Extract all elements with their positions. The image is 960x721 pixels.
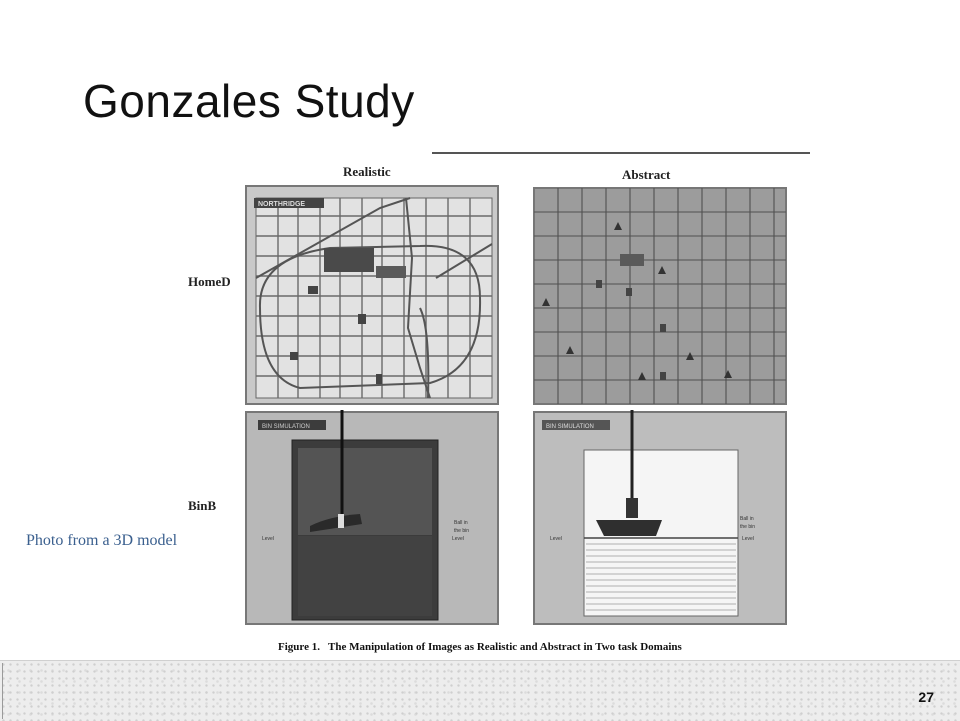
svg-text:Level: Level bbox=[550, 536, 562, 542]
column-label-abstract: Abstract bbox=[622, 167, 671, 182]
figure-caption: Figure 1. The Manipulation of Images as Realistic and Abstract in Two task Domains bbox=[278, 641, 682, 653]
svg-text:Ball in: Ball in bbox=[454, 520, 468, 526]
abstract-bin-panel bbox=[534, 410, 786, 624]
photo-caption: Photo from a 3D model bbox=[26, 532, 178, 549]
svg-text:Level: Level bbox=[452, 536, 464, 542]
row-label-bin: BinB bbox=[188, 498, 217, 513]
page-number: 27 bbox=[918, 689, 934, 705]
figure-image bbox=[180, 148, 830, 658]
svg-text:Level: Level bbox=[742, 536, 754, 542]
svg-text:the bin: the bin bbox=[454, 528, 470, 534]
svg-text:the bin: the bin bbox=[740, 524, 756, 530]
realistic-map-panel bbox=[246, 186, 498, 404]
svg-text:BIN SIMULATION: BIN SIMULATION bbox=[262, 424, 310, 430]
slide-footer bbox=[0, 660, 960, 721]
column-label-realistic: Realistic bbox=[343, 164, 391, 179]
footer-edge-line bbox=[2, 663, 959, 719]
svg-text:Level: Level bbox=[262, 536, 274, 542]
svg-text:NORTHRIDGE: NORTHRIDGE bbox=[258, 201, 306, 208]
row-label-home: HomeD bbox=[188, 274, 231, 289]
svg-text:Ball in: Ball in bbox=[740, 516, 754, 522]
svg-text:BIN SIMULATION: BIN SIMULATION bbox=[546, 424, 594, 430]
abstract-map-panel bbox=[534, 188, 786, 404]
slide-title: Gonzales Study bbox=[83, 75, 415, 127]
realistic-bin-panel bbox=[246, 410, 498, 624]
